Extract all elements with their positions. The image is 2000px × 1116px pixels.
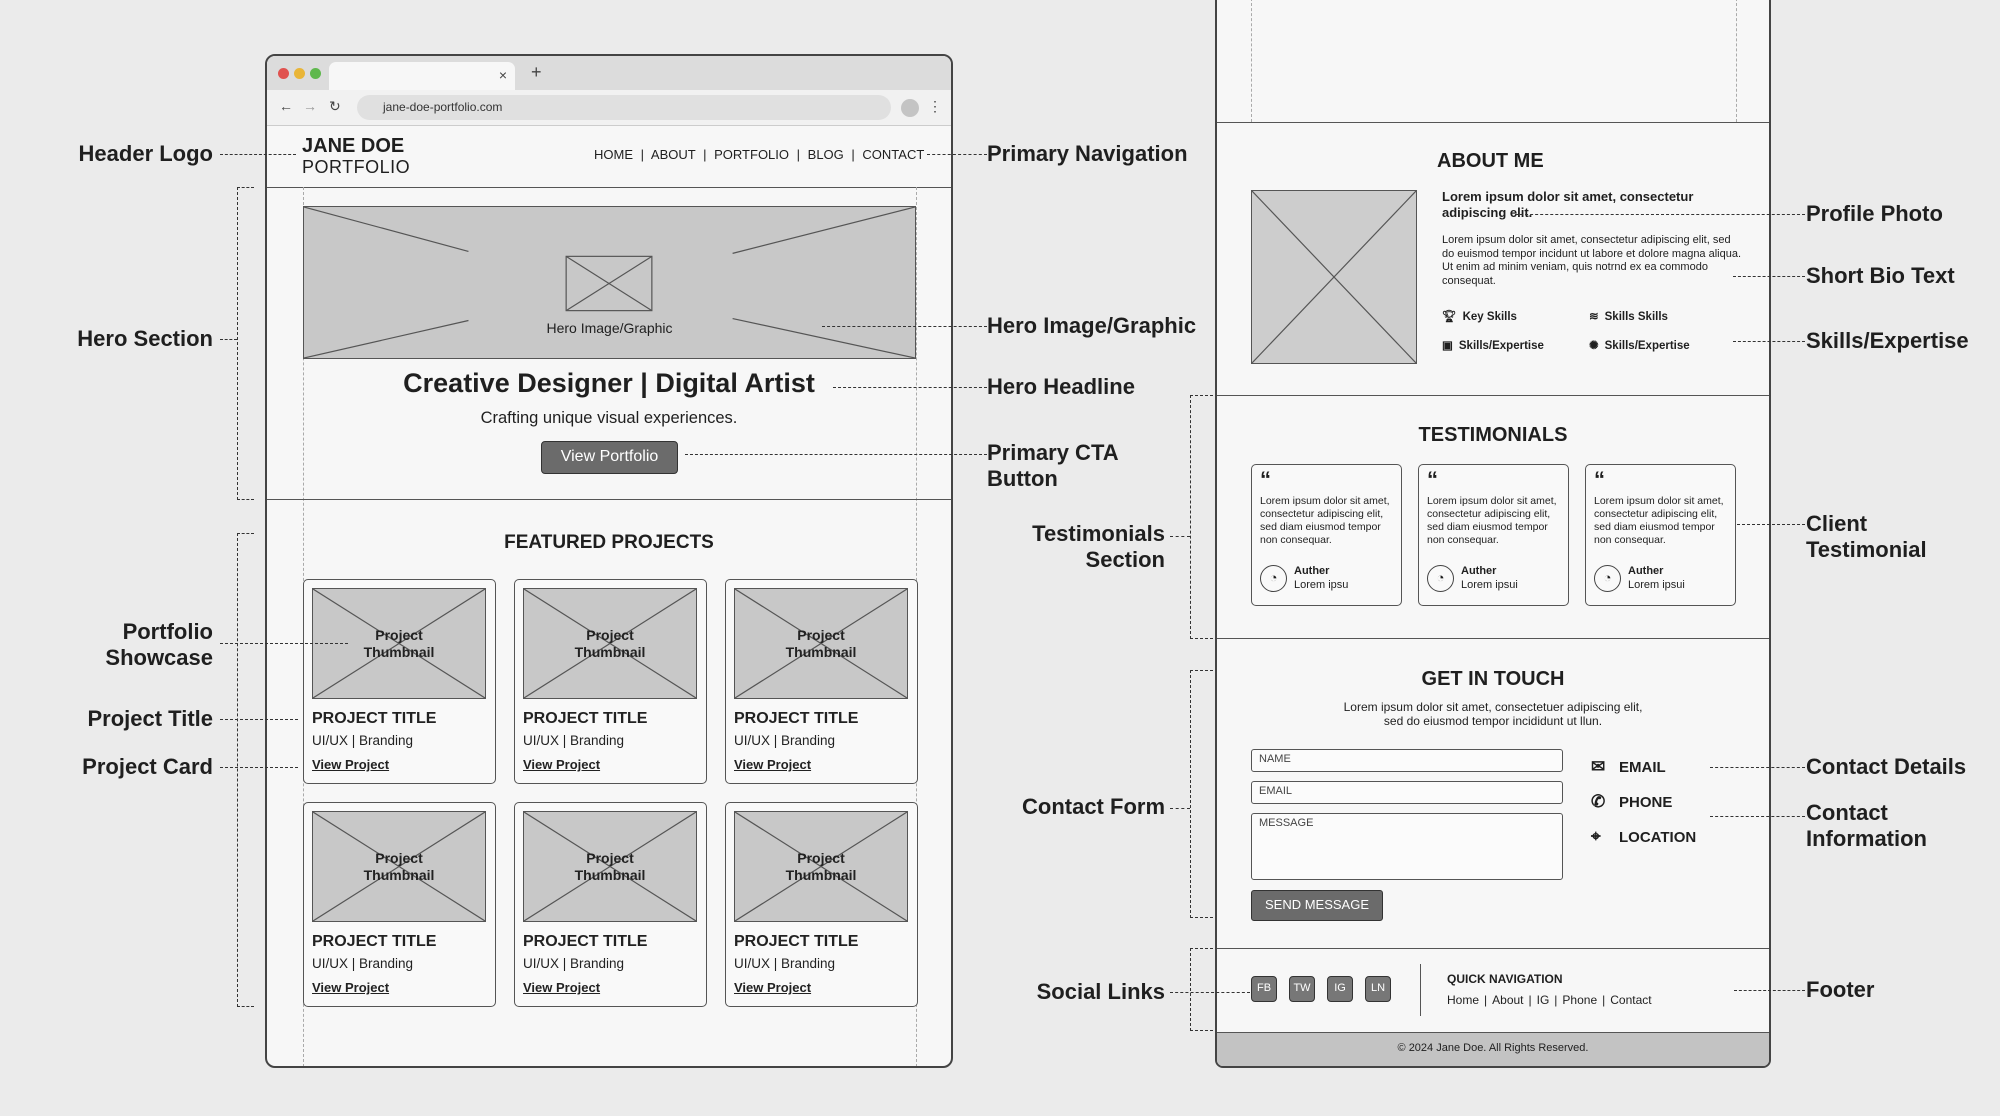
project-title: PROJECT TITLE bbox=[312, 710, 437, 727]
nav-blog[interactable]: BLOG bbox=[807, 147, 844, 162]
leader-contact-details bbox=[1710, 767, 1805, 768]
skill-label: Skills Skills bbox=[1604, 311, 1668, 323]
project-thumbnail bbox=[734, 811, 908, 922]
leader-project-card bbox=[220, 767, 298, 768]
tab-bar bbox=[267, 56, 951, 90]
quick-nav-ig[interactable]: IG bbox=[1536, 993, 1550, 1007]
project-thumbnail-label: Project Thumbnail bbox=[574, 627, 646, 660]
bracket-contact-form bbox=[1190, 670, 1213, 918]
menu-dots-icon[interactable]: ⋮ bbox=[928, 98, 942, 114]
skill-item bbox=[1442, 338, 1544, 352]
skill-label: Skills/Expertise bbox=[1604, 340, 1690, 352]
contact-phone-label: PHONE bbox=[1619, 794, 1673, 811]
project-card[interactable] bbox=[725, 802, 918, 1007]
facebook-icon[interactable]: FB bbox=[1251, 976, 1277, 1002]
project-tags: UI/UX | Branding bbox=[312, 956, 414, 971]
view-project-link[interactable]: View Project bbox=[734, 757, 812, 772]
leader-header-logo bbox=[220, 154, 296, 155]
header-logo[interactable] bbox=[302, 136, 410, 178]
column-guide-right bbox=[1736, 0, 1737, 122]
project-thumbnail-label: Project Thumbnail bbox=[785, 850, 857, 883]
envelope-icon: ✉ bbox=[1591, 757, 1606, 776]
palette-icon: ▣ bbox=[1442, 340, 1453, 352]
profile-avatar[interactable] bbox=[901, 99, 919, 117]
leader-contact-form bbox=[1170, 808, 1190, 809]
user-avatar-icon: ◔ bbox=[1427, 565, 1454, 592]
back-arrow-icon[interactable]: ← bbox=[279, 98, 293, 114]
project-thumbnail-label: Project Thumbnail bbox=[574, 850, 646, 883]
leader-footer bbox=[1734, 990, 1805, 991]
message-field[interactable] bbox=[1251, 813, 1563, 880]
project-thumbnail bbox=[523, 811, 697, 922]
quote-icon: “ bbox=[1594, 467, 1605, 492]
project-thumbnail bbox=[734, 588, 908, 699]
reload-icon[interactable]: ↻ bbox=[329, 98, 341, 114]
callout-testimonials-section: Testimonials Section bbox=[1032, 521, 1165, 572]
project-card[interactable] bbox=[725, 579, 918, 784]
callout-hero-section: Hero Section bbox=[77, 326, 213, 351]
callout-contact-information: Contact Information bbox=[1806, 800, 1927, 851]
leader-hero-image bbox=[822, 326, 987, 327]
forward-arrow-icon[interactable]: → bbox=[303, 98, 317, 114]
email-field[interactable] bbox=[1251, 781, 1563, 804]
leader-primary-navigation bbox=[927, 154, 987, 155]
about-divider-top bbox=[1217, 122, 1769, 123]
skill-label: Key Skills bbox=[1462, 311, 1517, 323]
project-card[interactable] bbox=[514, 802, 707, 1007]
project-thumbnail-label: Project Thumbnail bbox=[363, 850, 435, 883]
testimonial-text: Lorem ipsum dolor sit amet, consectetur adipiscing elit, sed diam eiusmod tempor non consequar. bbox=[1427, 495, 1557, 546]
callout-header-logo: Header Logo bbox=[78, 141, 213, 166]
project-thumbnail bbox=[312, 811, 486, 922]
hero-image-placeholder bbox=[303, 206, 916, 359]
hero-subheadline: Crafting unique visual experiences. bbox=[480, 409, 738, 427]
project-card[interactable] bbox=[514, 579, 707, 784]
testimonials-heading: TESTIMONIALS bbox=[1418, 424, 1568, 446]
view-project-link[interactable]: View Project bbox=[523, 980, 601, 995]
quick-nav-about[interactable]: About bbox=[1492, 993, 1524, 1007]
contact-email[interactable] bbox=[1591, 758, 1696, 793]
testimonial-location: Lorem ipsui bbox=[1628, 579, 1685, 591]
callout-footer: Footer bbox=[1806, 977, 1875, 1002]
profile-photo-cross bbox=[1252, 191, 1416, 363]
skill-item bbox=[1589, 309, 1668, 323]
user-avatar-icon: ◔ bbox=[1594, 565, 1621, 592]
quote-icon: “ bbox=[1427, 467, 1438, 492]
contact-details bbox=[1591, 758, 1696, 863]
copyright-text: © 2024 Jane Doe. All Rights Reserved. bbox=[1397, 1042, 1589, 1054]
project-tags: UI/UX | Branding bbox=[523, 956, 625, 971]
message-placeholder: MESSAGE bbox=[1259, 817, 1314, 829]
column-guide-left bbox=[1251, 0, 1252, 122]
new-tab-icon[interactable]: + bbox=[531, 62, 542, 82]
callout-hero-image: Hero Image/Graphic bbox=[987, 313, 1197, 338]
nav-separator: | bbox=[703, 147, 707, 162]
header-divider bbox=[267, 187, 951, 188]
browser-window bbox=[265, 54, 953, 1068]
quick-nav-home[interactable]: Home bbox=[1447, 993, 1480, 1007]
leader-contact-information bbox=[1710, 816, 1805, 817]
testimonial-card bbox=[1251, 464, 1402, 606]
view-project-link[interactable]: View Project bbox=[312, 980, 390, 995]
callout-project-card: Project Card bbox=[82, 754, 213, 779]
copyright-bar bbox=[1217, 1032, 1769, 1068]
testimonial-text: Lorem ipsum dolor sit amet, consectetur adipiscing elit, sed diam eiusmod tempor non consequar. bbox=[1594, 495, 1724, 546]
project-thumbnail bbox=[523, 588, 697, 699]
url-text: jane-doe-portfolio.com bbox=[383, 100, 503, 114]
bracket-testimonials-section bbox=[1190, 395, 1213, 639]
tab-close-icon[interactable]: × bbox=[498, 67, 507, 83]
leader-client-testimonial bbox=[1737, 524, 1805, 525]
linkedin-icon[interactable]: LN bbox=[1365, 976, 1391, 1002]
leader-profile-photo bbox=[1515, 214, 1805, 215]
contact-location-label: LOCATION bbox=[1619, 829, 1697, 846]
testimonial-text: Lorem ipsum dolor sit amet, consectetur adipiscing elit, sed diam eiusmod tempor non consequar. bbox=[1260, 495, 1390, 546]
testimonials-divider-top bbox=[1217, 395, 1769, 396]
nav-home[interactable]: HOME bbox=[594, 147, 633, 162]
user-avatar-icon: ◔ bbox=[1260, 565, 1287, 592]
maximize-window-dot[interactable] bbox=[310, 68, 321, 79]
trophy-icon: 🏆︎ bbox=[1442, 311, 1457, 323]
logo-line-1: JANE DOE bbox=[302, 135, 405, 157]
project-title: PROJECT TITLE bbox=[734, 933, 859, 950]
bracket-portfolio-showcase bbox=[237, 533, 254, 1007]
view-project-link[interactable]: View Project bbox=[523, 757, 601, 772]
callout-social-links: Social Links bbox=[1036, 979, 1165, 1004]
url-field[interactable] bbox=[357, 95, 891, 120]
send-message-button[interactable]: SEND MESSAGE bbox=[1251, 890, 1383, 921]
project-thumbnail-label: Project Thumbnail bbox=[785, 627, 857, 660]
leader-project-title bbox=[220, 719, 298, 720]
quick-nav-phone[interactable]: Phone bbox=[1562, 993, 1598, 1007]
hero-divider bbox=[267, 499, 951, 500]
callout-skills-expertise: Skills/Expertise bbox=[1806, 328, 1969, 353]
location-pin-icon: ⌖ bbox=[1591, 827, 1601, 846]
view-portfolio-button[interactable]: View Portfolio bbox=[541, 441, 678, 474]
about-heading: ABOUT ME bbox=[1437, 150, 1544, 172]
testimonial-location: Lorem ipsui bbox=[1461, 579, 1518, 591]
contact-location[interactable] bbox=[1591, 828, 1696, 863]
nav-portfolio[interactable]: PORTFOLIO bbox=[714, 147, 790, 162]
address-bar-row bbox=[267, 90, 951, 126]
phone-icon: ✆ bbox=[1591, 792, 1606, 811]
quick-nav-heading: QUICK NAVIGATION bbox=[1447, 972, 1563, 986]
callout-contact-details: Contact Details bbox=[1806, 754, 1967, 779]
project-tags: UI/UX | Branding bbox=[734, 956, 836, 971]
browser-tab[interactable] bbox=[329, 62, 515, 90]
project-tags: UI/UX | Branding bbox=[312, 733, 414, 748]
bracket-social-links bbox=[1190, 948, 1213, 1031]
skill-item bbox=[1442, 309, 1517, 323]
bracket-hero-section bbox=[237, 187, 254, 500]
project-thumbnail-label: Project Thumbnail bbox=[363, 627, 435, 660]
callout-primary-navigation: Primary Navigation bbox=[987, 141, 1188, 166]
leader-primary-cta bbox=[685, 454, 987, 455]
logo-line-2: PORTFOLIO bbox=[302, 157, 411, 177]
minimize-window-dot[interactable] bbox=[294, 68, 305, 79]
profile-photo-placeholder bbox=[1251, 190, 1417, 364]
nav-about[interactable]: ABOUT bbox=[650, 147, 696, 162]
callout-primary-cta: Primary CTA Button bbox=[987, 440, 1119, 491]
callout-client-testimonial: Client Testimonial bbox=[1806, 511, 1927, 562]
callout-short-bio: Short Bio Text bbox=[1806, 263, 1955, 288]
contact-intro: Lorem ipsum dolor sit amet, consectetuer adipiscing elit, sed do eiusmod tempor incididunt ut llun. bbox=[1343, 700, 1643, 728]
view-project-link[interactable]: View Project bbox=[312, 757, 390, 772]
testimonial-location: Lorem ipsu bbox=[1294, 579, 1349, 591]
contact-divider-top bbox=[1217, 638, 1769, 639]
project-title: PROJECT TITLE bbox=[523, 933, 648, 950]
twitter-icon[interactable]: TW bbox=[1289, 976, 1315, 1002]
primary-navigation bbox=[594, 147, 924, 162]
leader-hero-headline bbox=[833, 387, 987, 388]
skill-item bbox=[1589, 338, 1690, 352]
featured-projects-heading: FEATURED PROJECTS bbox=[504, 532, 714, 553]
nav-separator: | bbox=[640, 147, 645, 162]
footer-divider-top bbox=[1217, 948, 1769, 949]
close-window-dot[interactable] bbox=[278, 68, 289, 79]
nav-separator: | bbox=[796, 147, 801, 162]
quick-nav-contact[interactable]: Contact bbox=[1610, 993, 1652, 1007]
testimonial-card bbox=[1418, 464, 1569, 606]
contact-phone[interactable] bbox=[1591, 793, 1696, 828]
nav-separator: | bbox=[851, 147, 855, 162]
quote-icon: “ bbox=[1260, 467, 1271, 492]
hero-headline: Creative Designer | Digital Artist bbox=[403, 368, 815, 398]
callout-profile-photo: Profile Photo bbox=[1806, 201, 1943, 226]
footer-separator bbox=[1420, 964, 1421, 1016]
contact-heading: GET IN TOUCH bbox=[1421, 668, 1565, 690]
leader-testimonials-section bbox=[1170, 536, 1190, 537]
hero-image-label: Hero Image/Graphic bbox=[546, 320, 673, 336]
nav-contact[interactable]: CONTACT bbox=[862, 147, 925, 162]
view-project-link[interactable]: View Project bbox=[734, 980, 812, 995]
leader-hero-section bbox=[220, 339, 237, 340]
callout-hero-headline: Hero Headline bbox=[987, 374, 1135, 399]
about-bio: Lorem ipsum dolor sit amet, consectetur adipiscing elit, sed do euismod tempor incidunt ut labore et dolore magna aliqua. Ut enim ad minim veniam, quis notrnd ex ea commodo consequat. bbox=[1442, 234, 1742, 287]
callout-project-title: Project Title bbox=[87, 706, 213, 731]
project-card[interactable] bbox=[303, 579, 496, 784]
project-tags: UI/UX | Branding bbox=[523, 733, 625, 748]
project-title: PROJECT TITLE bbox=[312, 933, 437, 950]
project-tags: UI/UX | Branding bbox=[734, 733, 836, 748]
page-sections-mockup bbox=[1215, 0, 1771, 1068]
layers-icon: ≋ bbox=[1589, 311, 1599, 323]
project-card[interactable] bbox=[303, 802, 496, 1007]
contact-email-label: EMAIL bbox=[1619, 759, 1666, 776]
testimonial-author: Auther bbox=[1461, 565, 1497, 577]
skill-label: Skills/Expertise bbox=[1458, 340, 1544, 352]
about-lead: Lorem ipsum dolor sit amet, consectetur adipiscing elit. bbox=[1442, 189, 1694, 220]
testimonial-author: Auther bbox=[1294, 565, 1330, 577]
testimonial-author: Auther bbox=[1628, 565, 1664, 577]
email-placeholder: EMAIL bbox=[1259, 785, 1293, 797]
project-title: PROJECT TITLE bbox=[734, 710, 859, 727]
testimonial-card bbox=[1585, 464, 1736, 606]
name-placeholder: NAME bbox=[1259, 753, 1291, 765]
quick-nav: Home | About | IG | Phone | Contact bbox=[1447, 993, 1652, 1007]
atom-icon: ✺ bbox=[1589, 340, 1599, 352]
project-title: PROJECT TITLE bbox=[523, 710, 648, 727]
name-field[interactable] bbox=[1251, 749, 1563, 772]
leader-short-bio bbox=[1733, 276, 1805, 277]
leader-skills-expertise bbox=[1733, 341, 1805, 342]
callout-portfolio-showcase: Portfolio Showcase bbox=[105, 619, 213, 670]
instagram-icon[interactable]: IG bbox=[1327, 976, 1353, 1002]
callout-contact-form: Contact Form bbox=[1022, 794, 1165, 819]
